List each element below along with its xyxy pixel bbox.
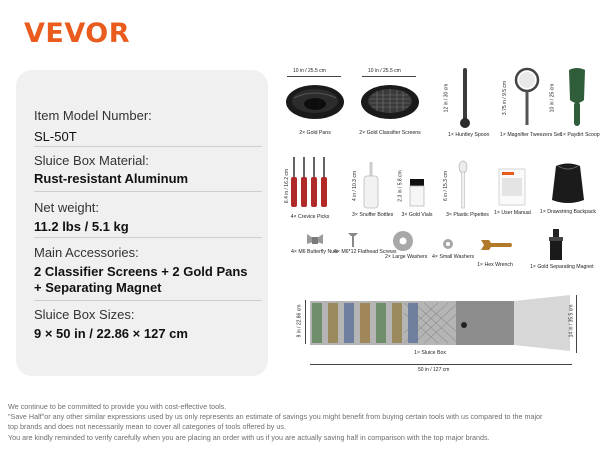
gold-pans-caption: 2× Gold Pans: [299, 130, 331, 136]
dimension-line: [287, 76, 341, 77]
flathead-screws-caption: 4× M6*12 Flathead Screws: [334, 249, 397, 255]
paydirt-scoop-icon: [566, 66, 588, 130]
model-value: SL-50T: [34, 129, 77, 144]
model-label: Item Model Number:: [34, 108, 152, 123]
accessories-line-2: + Separating Magnet: [34, 280, 162, 295]
material-spec: [34, 153, 264, 187]
specifications-card: [16, 70, 268, 376]
sluice-box-icon: [308, 295, 573, 353]
classifier-dimension: 10 in / 25.5 cm: [368, 68, 401, 74]
gold-pan-icon: [284, 80, 346, 130]
gold-pan-dimension: 10 in / 25.5 cm: [293, 68, 326, 74]
spoon-caption: 1× Huntley Spoon: [448, 132, 490, 138]
sluice-height-dimension: 14 in / 35.5 cm: [568, 304, 575, 338]
bottle-dimension: 4 in / 10.3 cm: [352, 170, 359, 202]
scoop-caption: 1× Paydirt Scoop: [560, 132, 600, 138]
vevor-logo: VEVOR: [24, 18, 131, 49]
vial-caption: 3× Gold Vials: [401, 212, 433, 218]
backpack-icon: [548, 160, 588, 206]
weight-value: 11.2 lbs / 5.1 kg: [34, 219, 129, 234]
divider: [34, 146, 262, 147]
bottle-caption: 3× Snuffer Bottles: [352, 212, 394, 218]
size-spec: [34, 307, 264, 342]
large-washer-icon: [392, 230, 414, 252]
dimension-line: [310, 364, 572, 365]
snuffer-bottle-icon: [362, 160, 380, 210]
scoop-dimension: 10 in / 25 cm: [549, 83, 556, 113]
size-value: 9 × 50 in / 22.86 × 127 cm: [34, 326, 188, 341]
model-spec: [34, 108, 264, 145]
magnet-caption: 1× Gold Separating Magnet: [530, 264, 594, 270]
sluice-width-dimension: 50 in / 127 cm: [418, 367, 450, 373]
backpack-caption: 1× Drawstring Backpack: [539, 209, 597, 215]
classifier-caption: 2× Gold Classifier Screens: [359, 130, 421, 136]
accessories-spec: [34, 245, 264, 296]
user-manual-icon: [498, 168, 526, 206]
crevice-picks-icon: [288, 155, 330, 211]
dimension-line: [305, 300, 306, 344]
footer-line-2: "Save Half"or any other similar expressions used by us only represents an estimate of savings you might benefit from buying certain tools with us compared to the major: [8, 412, 543, 422]
small-washer-icon: [442, 238, 454, 250]
divider: [34, 237, 262, 238]
material-value: Rust-resistant Aluminum: [34, 171, 189, 186]
flathead-screw-icon: [347, 232, 359, 248]
dimension-line: [362, 76, 416, 77]
small-washers-caption: 4× Small Washers: [432, 254, 475, 260]
magnifier-dimension: 3.75 in / 9.5 cm: [502, 80, 509, 116]
weight-label: Net weight:: [34, 200, 100, 215]
weight-spec: [34, 200, 264, 235]
magnifier-icon: [510, 66, 544, 130]
pipette-dimension: 6 in / 15.3 cm: [443, 170, 450, 202]
sluice-box-caption: 1× Sluice Box: [414, 350, 446, 356]
separating-magnet-icon: [546, 228, 566, 262]
divider: [34, 191, 262, 192]
large-washers-caption: 2× Large Washers: [385, 254, 428, 260]
butterfly-nut-icon: [306, 232, 324, 246]
huntley-spoon-icon: [458, 66, 472, 130]
dimension-line: [576, 295, 577, 353]
gold-vial-icon: [408, 178, 426, 208]
size-label: Sluice Box Sizes:: [34, 307, 135, 322]
classifier-screen-icon: [359, 80, 421, 130]
footer-line-3: top brands and does not necessarily mean to cover all categories of tools offered by us.: [8, 422, 286, 432]
manual-caption: 1× User Manual: [494, 210, 531, 216]
divider: [34, 300, 262, 301]
butterfly-nuts-caption: 4× M6 Butterfly Nuts: [291, 249, 339, 255]
material-label: Sluice Box Material:: [34, 153, 149, 168]
vial-dimension: 2.3 in / 5.8 cm: [397, 170, 404, 202]
pipette-icon: [458, 160, 468, 210]
pipette-caption: 3× Plastic Pipettes: [446, 212, 489, 218]
footer-line-1: We continue to be committed to provide you with cost-effective tools.: [8, 402, 227, 411]
crevice-picks-caption: 4× Crevice Picks: [290, 214, 330, 220]
accessories-line-1: 2 Classifier Screens + 2 Gold Pans: [34, 264, 248, 279]
hex-wrench-caption: 1× Hex Wrench: [477, 262, 513, 268]
accessories-label: Main Accessories:: [34, 245, 139, 260]
sluice-left-dimension: 9 in / 22.86 cm: [296, 304, 303, 338]
disclaimer-footer: [8, 402, 596, 443]
footer-line-4: You are kindly reminded to verify carefully when you are placing an order with us if you are actually saving half in comparison with the top major brands.: [8, 432, 490, 442]
crevice-picks-dimension: 6.4 in / 16.2 cm: [284, 168, 291, 204]
hex-wrench-icon: [478, 238, 514, 252]
spoon-dimension: 12 in / 30 cm: [443, 83, 450, 113]
magnifier-caption: 1× Magnifier Tweezers Set: [500, 132, 562, 138]
